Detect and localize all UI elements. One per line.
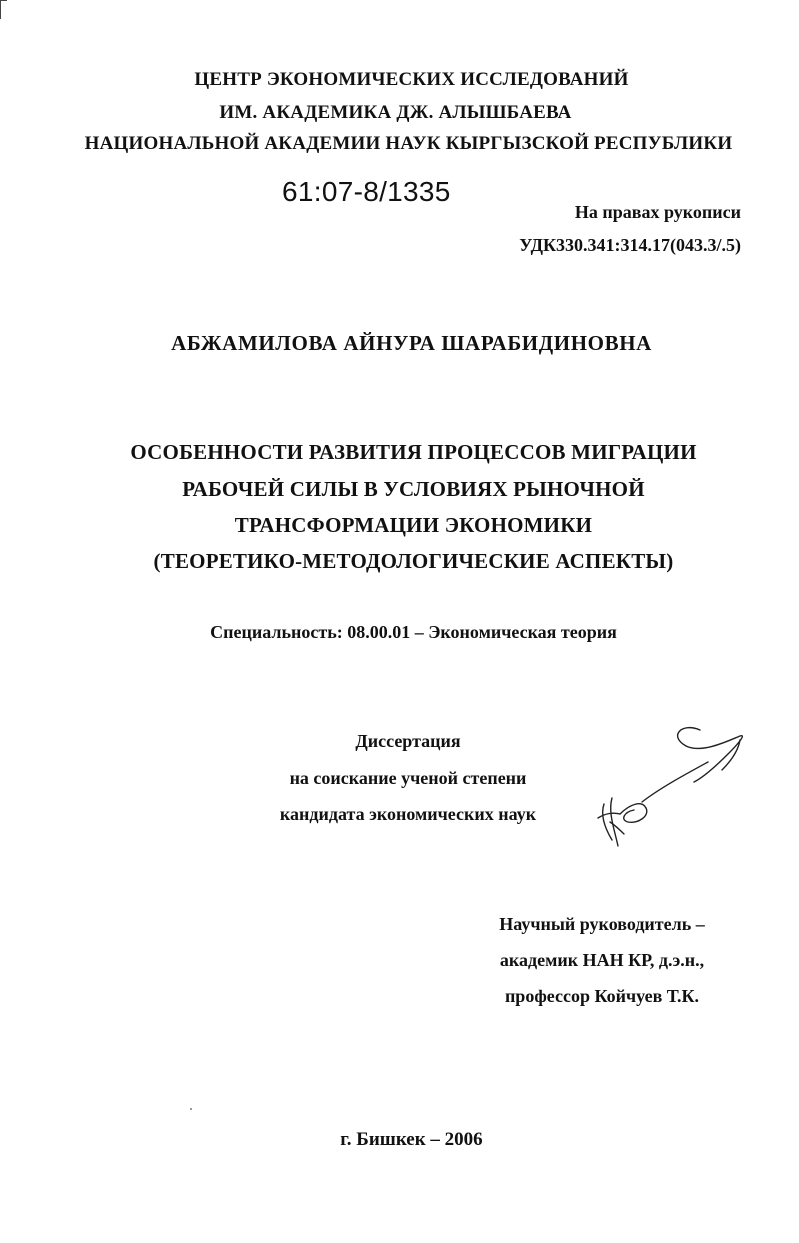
dissertation-type: Диссертация — [355, 731, 461, 751]
institution-line-1: ЦЕНТР ЭКОНОМИЧЕСКИХ ИССЛЕДОВАНИЙ — [194, 69, 629, 90]
library-stamp-number: 61:07-8/1335 — [282, 176, 451, 207]
scan-corner-mark — [0, 0, 7, 19]
manuscript-rights: На правах рукописи — [574, 202, 741, 222]
specialty: Специальность: 08.00.01 – Экономическая теория — [210, 622, 617, 642]
dissertation-degree-line-2: кандидата экономических наук — [279, 804, 537, 824]
supervisor-title: академик НАН КР, д.э.н., — [499, 950, 705, 970]
signature-image — [590, 718, 760, 858]
institution-line-2: ИМ. АКАДЕМИКА ДЖ. АЛЫШБАЕВА — [219, 102, 572, 123]
thesis-title-line-3: ТРАНСФОРМАЦИИ ЭКОНОМИКИ — [234, 513, 593, 537]
thesis-title-line-1: ОСОБЕННОСТИ РАЗВИТИЯ ПРОЦЕССОВ МИГРАЦИИ — [130, 440, 697, 464]
dissertation-degree-line-1: на соискание ученой степени — [289, 768, 527, 788]
thesis-title-line-4: (ТЕОРЕТИКО-МЕТОДОЛОГИЧЕСКИЕ АСПЕКТЫ) — [153, 549, 674, 573]
supervisor-name: профессор Койчуев Т.К. — [504, 986, 700, 1006]
author-name: АБЖАМИЛОВА АЙНУРА ШАРАБИДИНОВНА — [171, 331, 652, 355]
city-year: г. Бишкек – 2006 — [340, 1129, 483, 1150]
thesis-title-line-2: РАБОЧЕЙ СИЛЫ В УСЛОВИЯХ РЫНОЧНОЙ — [182, 477, 645, 501]
supervisor-label: Научный руководитель – — [499, 914, 705, 934]
institution-line-3: НАЦИОНАЛЬНОЙ АКАДЕМИИ НАУК КЫРГЫЗСКОЙ РЕСПУБЛИКИ — [84, 133, 733, 154]
scan-speck — [190, 1108, 192, 1110]
udc-code: УДК330.341:314.17(043.3/.5) — [519, 235, 741, 255]
